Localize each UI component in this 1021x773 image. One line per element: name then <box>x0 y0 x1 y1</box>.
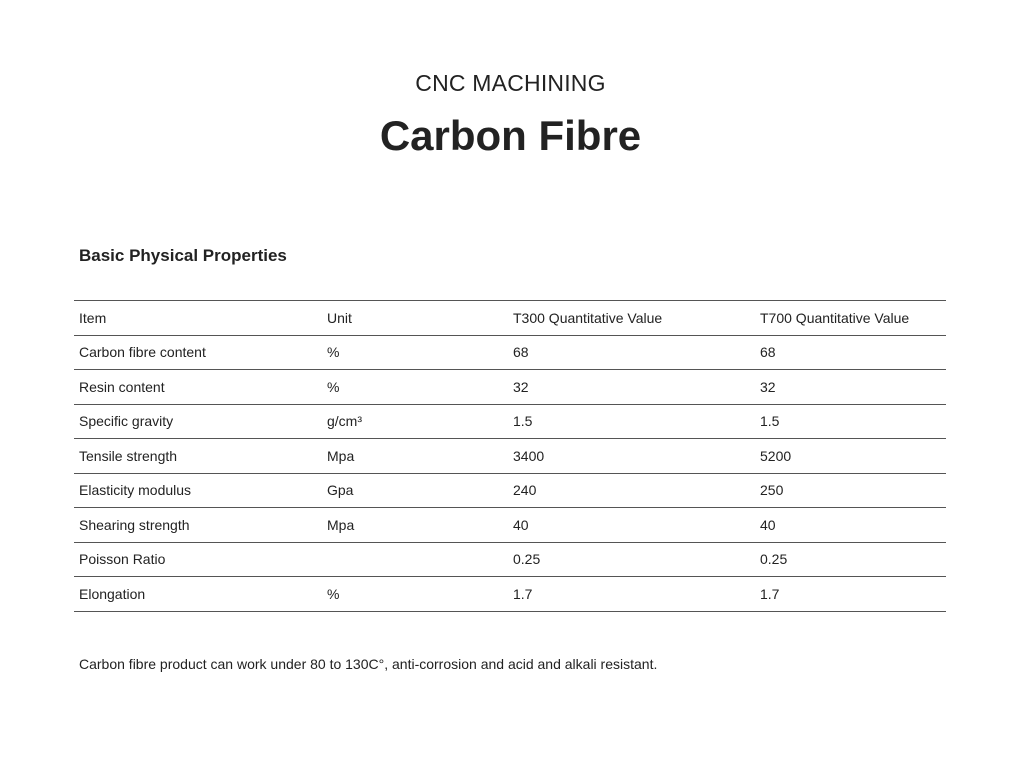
cell-item: Elongation <box>74 577 322 612</box>
cell-t700: 68 <box>755 335 946 370</box>
cell-t700: 1.5 <box>755 404 946 439</box>
cell-t300: 68 <box>508 335 755 370</box>
cell-unit: Mpa <box>322 508 508 543</box>
header-cell-unit: Unit <box>322 301 508 336</box>
table-row <box>74 335 946 370</box>
page-kicker: CNC MACHINING <box>415 70 606 96</box>
cell-t700: 250 <box>755 473 946 508</box>
cell-unit: g/cm³ <box>322 404 508 439</box>
section-title: Basic Physical Properties <box>79 246 287 265</box>
cell-t300: 32 <box>508 370 755 405</box>
cell-t700: 5200 <box>755 439 946 474</box>
cell-item: Poisson Ratio <box>74 542 322 577</box>
table-row <box>74 542 946 577</box>
cell-t300: 0.25 <box>508 542 755 577</box>
cell-unit <box>322 542 508 577</box>
cell-item: Resin content <box>74 370 322 405</box>
header-cell-item: Item <box>74 301 322 336</box>
properties-table <box>74 300 946 612</box>
cell-t700: 40 <box>755 508 946 543</box>
cell-item: Shearing strength <box>74 508 322 543</box>
header-cell-t700: T700 Quantitative Value <box>755 301 946 336</box>
cell-unit: % <box>322 370 508 405</box>
page-title: Carbon Fibre <box>379 112 642 159</box>
cell-t700: 32 <box>755 370 946 405</box>
table-header-row <box>74 301 946 336</box>
cell-t300: 240 <box>508 473 755 508</box>
cell-t700: 1.7 <box>755 577 946 612</box>
cell-t300: 1.7 <box>508 577 755 612</box>
cell-unit: Gpa <box>322 473 508 508</box>
cell-item: Specific gravity <box>74 404 322 439</box>
cell-item: Carbon fibre content <box>74 335 322 370</box>
cell-item: Tensile strength <box>74 439 322 474</box>
cell-item: Elasticity modulus <box>74 473 322 508</box>
table-row <box>74 370 946 405</box>
header-cell-t300: T300 Quantitative Value <box>508 301 755 336</box>
table-row <box>74 577 946 612</box>
table-row <box>74 404 946 439</box>
table-row <box>74 508 946 543</box>
cell-t300: 40 <box>508 508 755 543</box>
cell-t300: 1.5 <box>508 404 755 439</box>
table-row <box>74 439 946 474</box>
footer-note: Carbon fibre product can work under 80 to 130C°, anti-corrosion and acid and alkali resistant. <box>79 656 658 672</box>
table-row <box>74 473 946 508</box>
cell-t700: 0.25 <box>755 542 946 577</box>
cell-t300: 3400 <box>508 439 755 474</box>
cell-unit: % <box>322 335 508 370</box>
cell-unit: % <box>322 577 508 612</box>
cell-unit: Mpa <box>322 439 508 474</box>
